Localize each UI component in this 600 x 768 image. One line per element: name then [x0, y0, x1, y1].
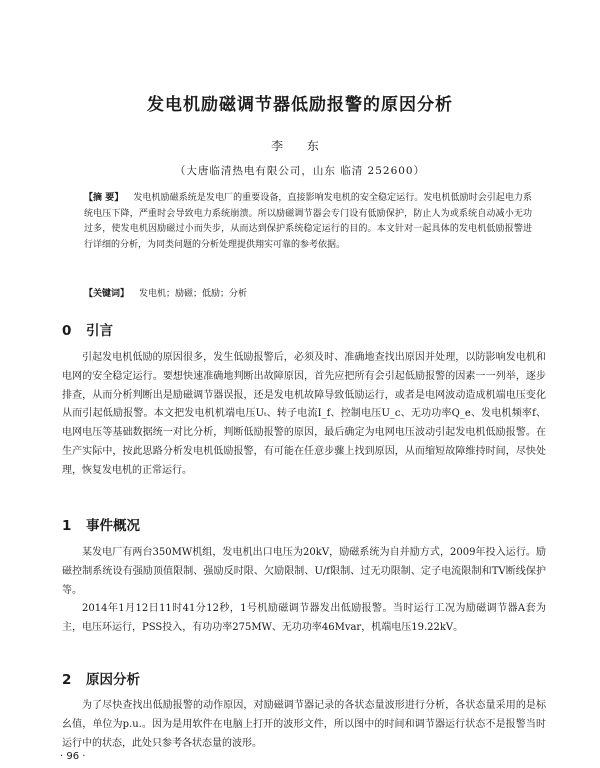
section-heading-analysis [62, 668, 140, 688]
section-title: 事件概况 [86, 518, 140, 534]
paragraph-analysis: 为了尽快查找出低励报警的动作原因，对励磁调节器记录的各状态量波形进行分析，各状态量采用的是标幺值，单位为p.u.。因为是用软件在电脑上打开的波形文件，所以图中的时间和调节器运行状态不是报警当时运行中的状态，此处只参考各状态量的波形。 [62, 700, 546, 749]
abstract [84, 191, 532, 253]
keywords-text: 发电机；励磁；低励；分析 [139, 289, 248, 299]
section-title: 引言 [86, 323, 113, 339]
section-number: 0 [62, 323, 72, 339]
keywords-label: 【关键词】 [84, 289, 130, 299]
affiliation: （大唐临清热电有限公司，山东 临清 252600） [174, 165, 426, 177]
paragraph-event-2: 2014年1月12日11时41分12秒，1号机励磁调节器发出低励报警。当时运行工况为励磁调节器A套为主，电压环运行，PSS投入，有功功率275MW、无功功率46Mvar，机端电压19.22kV。 [62, 603, 546, 633]
section-number: 1 [62, 518, 72, 534]
paragraph-event-1: 某发电厂有两台350MW机组，发电机出口电压为20kV，励磁系统为自并励方式，2009年投入运行。励磁控制系统设有强励顶值限制、强励反时限、欠励限制、U/f限制、过无功限制、定子电流限制和TV断线保护等。 [62, 547, 546, 596]
page-number: · 96 · [60, 751, 86, 762]
author-name: 李 东 [271, 139, 329, 153]
section-heading-intro [62, 319, 113, 339]
abstract-text: 发电机励磁系统是发电厂的重要设备，直接影响发电机的安全稳定运行。发电机低励时会引起电力系统电压下降，严重时会导致电力系统崩溃。所以励磁调节器会专门设有低励保护，防止人为或系统自动减小无功过多，使发电机因励磁过小而失步，从而达到保护系统稳定运行的目的。本文针对一起具体的发电机低励报警进行详细的分析，为同类问题的分析处理提供翔实可靠的参考依据。 [84, 193, 532, 250]
section-title: 原因分析 [86, 672, 140, 688]
paper-title: 发电机励磁调节器低励报警的原因分析 [147, 95, 453, 115]
abstract-label: 【摘 要】 [84, 193, 124, 203]
keywords [84, 287, 532, 303]
paragraph-intro: 引起发电机低励的原因很多，发生低励报警后，必须及时、准确地查找出原因并处理，以防影响发电机和电网的安全稳定运行。要想快速准确地判断出故障原因，首先应把所有会引起低励报警的因素一一列举，逐步排查，从而分析判断出是励磁调节器误报，还是发电机故障导致低励运行，或者是电网波动造成机端电压变化从而引起低励报警。本文把发电机机端电压Uₜ、转子电流I_f、控制电压U_c、无功功率Q_e、发电机频率f、电网电压等基础数据统一对比分析，判断低励报警的原因，最后确定为电网电压波动引起发电机低励报警。在生产实际中，按此思路分析发电机低励报警，有可能在任意步骤上找到原因，从而缩短故障维持时间，尽快处理，恢复发电机的正常运行。 [62, 352, 546, 476]
section-heading-event [62, 514, 140, 534]
section-number: 2 [62, 672, 72, 688]
